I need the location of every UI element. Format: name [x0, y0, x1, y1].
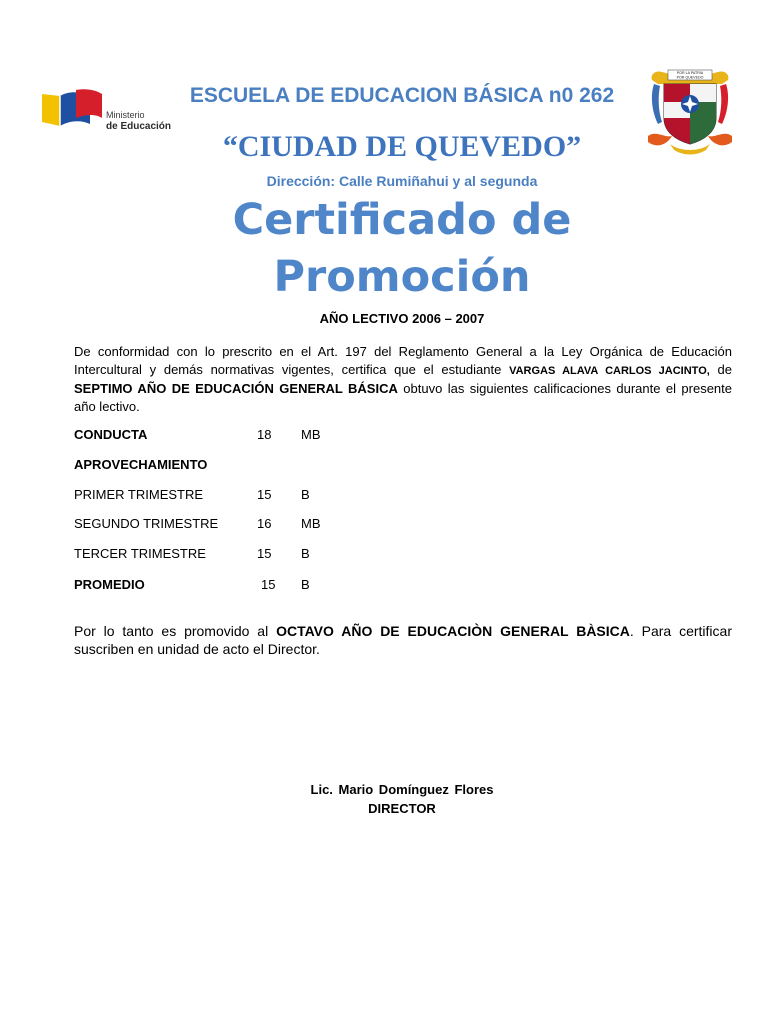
signatory-role: DIRECTOR — [368, 801, 436, 816]
city-title: “CIUDAD DE QUEVEDO” — [222, 130, 582, 163]
grade-letter: MB — [301, 516, 321, 531]
school-year: AÑO LECTIVO 2006 – 2007 — [319, 311, 485, 326]
grade-score: 16 — [257, 516, 272, 531]
intro-text: De conformidad con lo prescrito en el Art. 197 del Reglamento General a la Ley Orgánica de Educación Intercultural y demás normativas vigentes, certifica que el estudiante — [74, 344, 732, 377]
certificate-title — [0, 192, 768, 306]
intro-de: de — [709, 362, 733, 377]
grade-score: 15 — [257, 487, 272, 502]
student-name: VARGAS ALAVA CARLOS JACINTO, — [509, 365, 710, 377]
school-name: ESCUELA DE EDUCACION BÁSICA n0 262 — [189, 84, 615, 107]
school-address: Dirección: Calle Rumiñahui y al segunda — [266, 173, 538, 189]
closing-pre: Por lo tanto es promovido al — [74, 623, 277, 639]
crest-motto-2: POR QUEVEDO — [676, 75, 704, 80]
grade-letter: B — [301, 577, 310, 592]
certificate-title-line2: Promoción — [273, 252, 531, 302]
grade-letter: B — [301, 546, 310, 561]
grade-score: 15 — [257, 546, 272, 561]
crest-motto-1: POR LA PATRIA — [676, 71, 704, 76]
grade-letter: B — [301, 487, 310, 502]
closing-paragraph — [74, 622, 732, 658]
closing-level: OCTAVO AÑO DE EDUCACIÒN GENERAL BÀSICA — [276, 623, 630, 639]
grade-letter: MB — [301, 427, 321, 442]
intro-outro: obtuvo las siguientes calificaciones durante el presente año lectivo. — [74, 381, 732, 414]
grade-label: SEGUNDO TRIMESTRE — [74, 516, 219, 531]
closing-post: . Para certificar suscriben en unidad de acto el Director. — [74, 623, 732, 657]
grade-label: PRIMER TRIMESTRE — [74, 487, 204, 502]
grade-label: TERCER TRIMESTRE — [74, 546, 206, 561]
grade-level: SEPTIMO AÑO DE EDUCACIÓN GENERAL BÁSICA — [74, 381, 398, 396]
intro-paragraph — [74, 343, 732, 416]
ministry-line1: Ministerio — [106, 110, 145, 120]
ministry-text — [106, 110, 171, 132]
grade-label: CONDUCTA — [74, 427, 148, 442]
ministry-line2: de Educación — [106, 121, 172, 132]
grade-label: PROMEDIO — [74, 577, 145, 592]
grade-score: 15 — [261, 577, 276, 592]
certificate-title-line1: Certificado de — [232, 195, 572, 245]
grade-label: APROVECHAMIENTO — [74, 457, 208, 472]
grade-score: 18 — [257, 427, 272, 442]
signatory-name: Lic. Mario Domínguez Flores — [310, 782, 494, 797]
